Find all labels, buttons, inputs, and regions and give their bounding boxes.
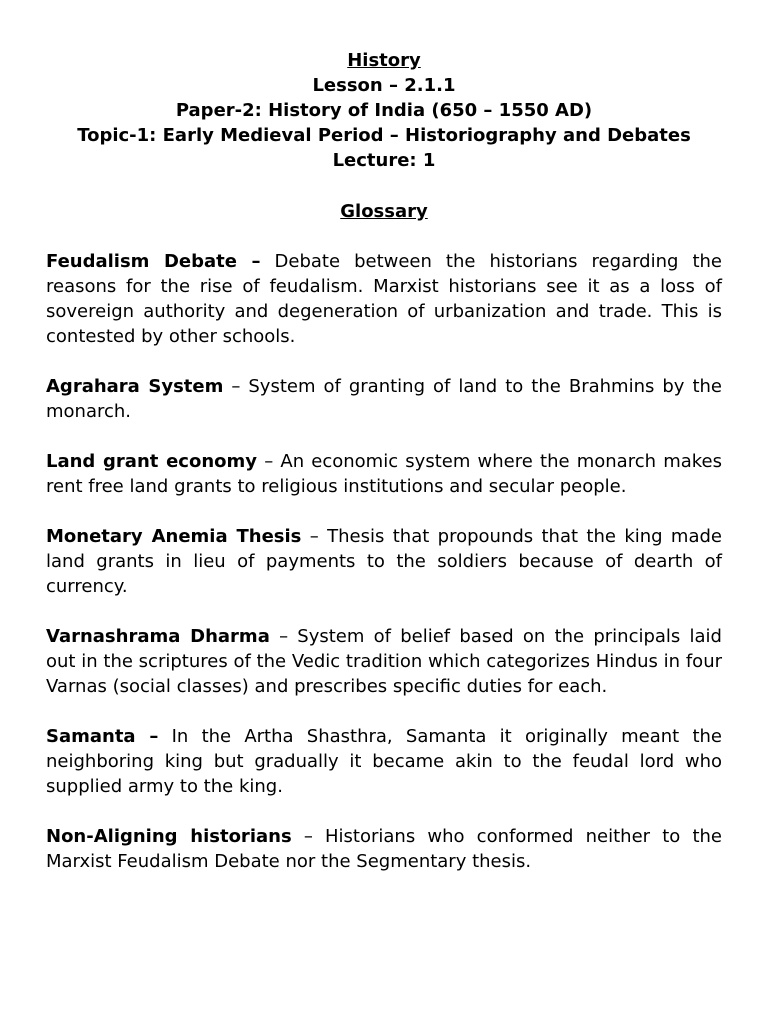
glossary-entry-agrahara-system: [46, 374, 722, 424]
glossary-definition: – System of belief based on the principals laid out in the scriptures of the Vedic tradition which categorizes Hindus in four Varnas (social classes) and prescribes specific duties for each.: [46, 626, 722, 697]
lesson-number: Lesson – 2.1.1: [312, 75, 456, 96]
glossary-term: Samanta –: [46, 726, 159, 747]
glossary-term: Feudalism Debate –: [46, 251, 261, 272]
glossary-entry-monetary-anemia-thesis: [46, 524, 722, 599]
glossary-list: [46, 249, 722, 874]
glossary-term: Monetary Anemia Thesis: [46, 526, 302, 547]
glossary-entry-varnashrama-dharma: [46, 624, 722, 699]
glossary-definition: In the Artha Shasthra, Samanta it originally meant the neighboring king but gradually it became akin to the feudal lord who supplied army to the king.: [46, 726, 722, 797]
glossary-definition: – Thesis that propounds that the king made land grants in lieu of payments to the soldiers because of dearth of currency.: [46, 526, 722, 597]
glossary-term: Non-Aligning historians: [46, 826, 292, 847]
document-header: [46, 48, 722, 173]
glossary-entry-samanta: [46, 724, 722, 799]
lecture-number: Lecture: 1: [332, 150, 436, 171]
glossary-term: Agrahara System: [46, 376, 224, 397]
glossary-term: Land grant economy: [46, 451, 258, 472]
glossary-term: Varnashrama Dharma: [46, 626, 270, 647]
glossary-heading: Glossary: [340, 201, 428, 222]
subject-title: History: [347, 50, 421, 71]
glossary-entry-non-aligning-historians: [46, 824, 722, 874]
glossary-definition: – Historians who conformed neither to the Marxist Feudalism Debate nor the Segmentary thesis.: [46, 826, 723, 872]
glossary-entry-feudalism-debate: [46, 249, 722, 349]
paper-title: Paper-2: History of India (650 – 1550 AD): [175, 100, 593, 121]
topic-title: Topic-1: Early Medieval Period – Historiography and Debates: [77, 125, 691, 146]
glossary-entry-land-grant-economy: [46, 449, 722, 499]
glossary-definition: – An economic system where the monarch makes rent free land grants to religious institutions and secular people.: [46, 451, 723, 497]
glossary-definition: – System of granting of land to the Brahmins by the monarch.: [46, 376, 722, 422]
glossary-definition: Debate between the historians regarding the reasons for the rise of feudalism. Marxist historians see it as a loss of sovereign authority and degeneration of urbanization and trade. This is contested by other schools.: [46, 251, 722, 347]
